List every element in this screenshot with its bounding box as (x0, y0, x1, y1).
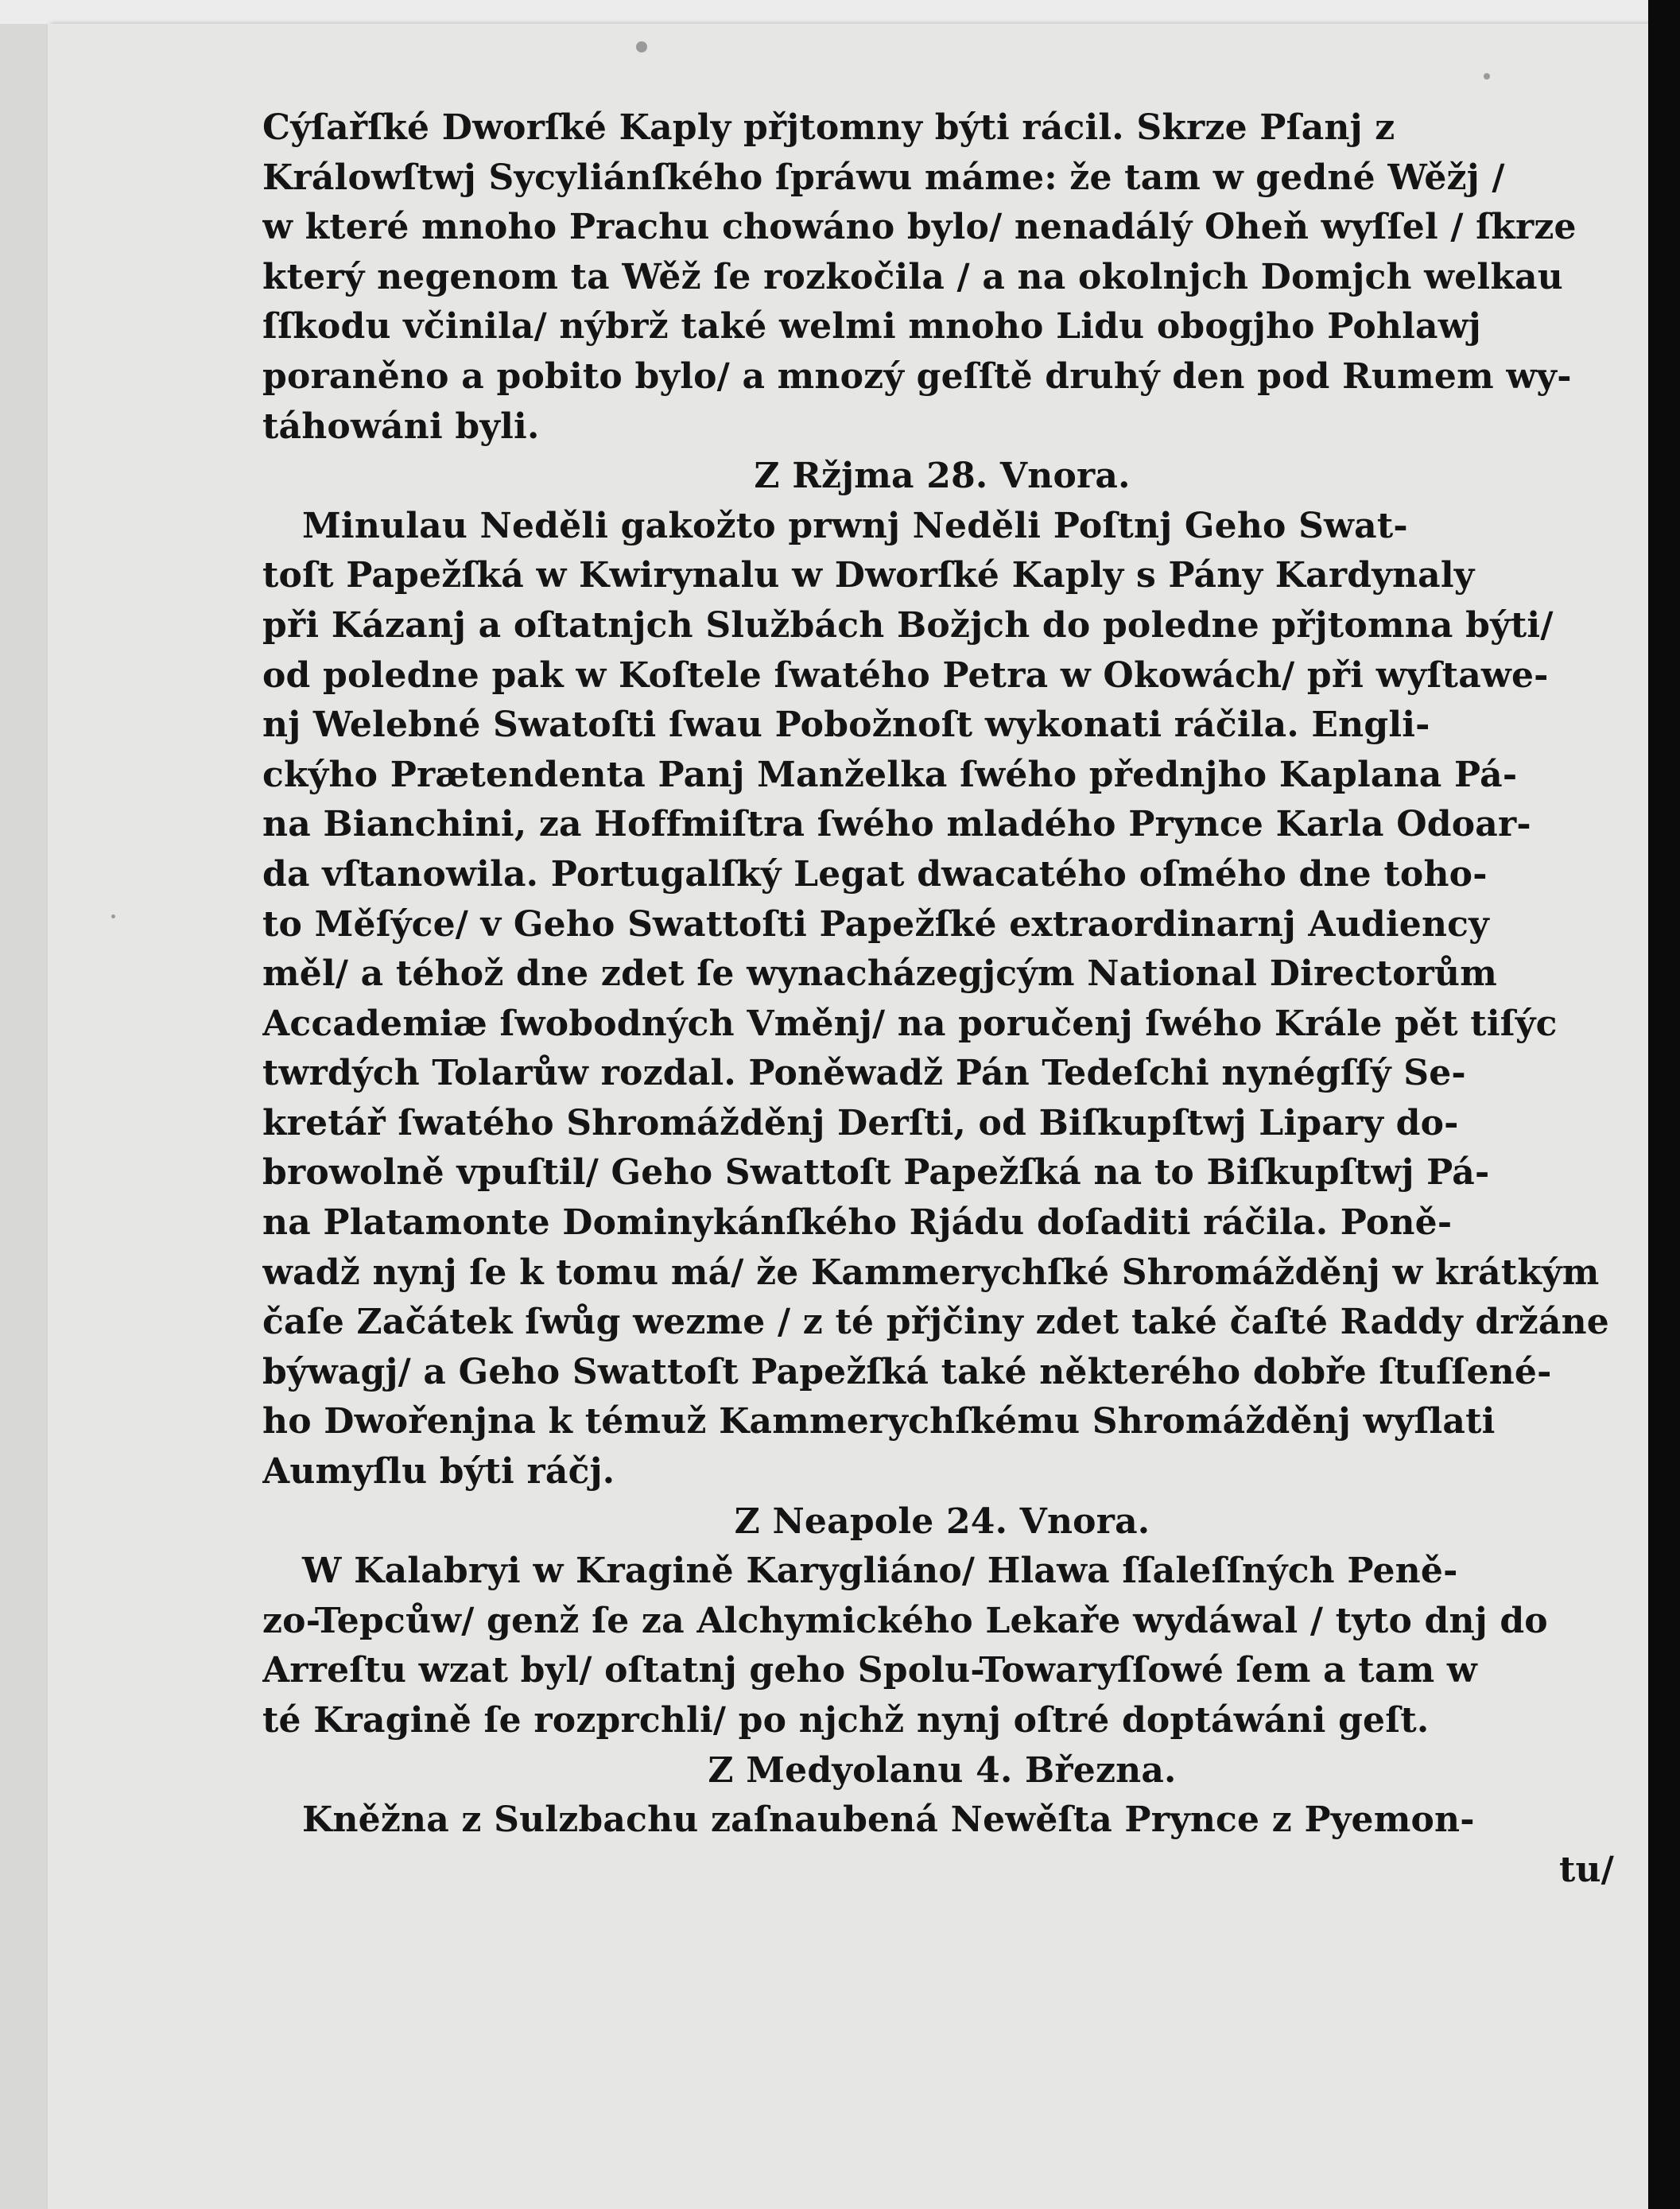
text-line: Aumyſlu býti ráčj. (262, 1451, 615, 1493)
text-line: měl/ a téhož dne zdet ſe wynacházegjcým National Directorům (262, 953, 1497, 995)
text-line: čaſe Začátek ſwůg wezme / z té přjčiny zdet také čaſté Raddy držáne (262, 1302, 1609, 1343)
text-line: na Bianchini, za Hoffmiſtra ſwého mladého Prynce Karla Odoar- (262, 804, 1531, 845)
text-line: poraněno a pobito bylo/ a mnozý geſſtě druhý den pod Rumem wy- (262, 355, 1572, 397)
text-line: býwagj/ a Geho Swattoſt Papežſká také některého dobře ſtuſſené- (262, 1351, 1552, 1392)
text-line: ckýho Prætendenta Panj Manželka ſwého přednjho Kaplana Pá- (262, 754, 1518, 795)
text-line: který negenom ta Wěž ſe rozkočila / a na okolnjch Domjch welkau (262, 256, 1563, 297)
text-line: Králowſtwj Sycyliánſkého ſpráwu máme: že tam w gedné Wěžj / (262, 157, 1505, 198)
text-line: nj Welebné Swatoſti ſwau Pobožnoſt wykonati ráčila. Engli- (262, 705, 1430, 746)
text-line: na Platamonte Dominykánſkého Rjádu doſaditi ráčila. Poně- (262, 1202, 1453, 1244)
text-line: od poledne pak w Koſtele ſwatého Petra w Okowách/ při wyſtawe- (262, 654, 1549, 696)
text-line: kretář ſwatého Shromážděnj Derſti, od Biſkupſtwj Lipary do- (262, 1102, 1459, 1143)
text-line: Cýſařſké Dworſké Kaply přjtomny býti rácil. Skrze Pſanj z (262, 107, 1395, 148)
text-line: při Kázanj a oſtatnjch Službách Božjch do poledne přjtomna býti/ (262, 604, 1554, 646)
text-line: tu/ (1559, 1849, 1614, 1890)
text-line: browolně vpuſtil/ Geho Swattoſt Papežſká na to Biſkupſtwj Pá- (262, 1152, 1490, 1194)
text-line: Minulau Neděli gakožto prwnj Neděli Poſtnj Geho Swat- (302, 505, 1408, 546)
text-line: twrdých Tolarůw rozdal. Poněwadž Pán Tedeſchi nynégſſý Se- (262, 1053, 1466, 1094)
text-line: ho Dwořenjna k témuž Kammerychſkému Shromážděnj wyſlati (262, 1401, 1496, 1442)
text-line: toſt Papežſká w Kwirynalu w Dworſké Kaply s Pány Kardynaly (262, 555, 1475, 596)
paper-speck (636, 41, 647, 52)
section-heading: Z Medyolanu 4. Března. (708, 1749, 1177, 1791)
text-line: zo-Tepcůw/ genž ſe za Alchymického Lekaře wydáwal / tyto dnj do (262, 1600, 1548, 1641)
text-line: wadž nynj ſe k tomu má/ že Kammerychſké Shromážděnj w krátkým (262, 1252, 1600, 1293)
body-text (262, 103, 1622, 1895)
top-margin-strip (0, 0, 1680, 24)
page-gutter-edge (1648, 0, 1680, 2209)
text-line: w které mnoho Prachu chowáno bylo/ nenadálý Oheň wyſſel / ſkrze (262, 207, 1577, 248)
text-line: to Měſýce/ v Geho Swattoſti Papežſké extraordinarnj Audiency (262, 903, 1489, 945)
text-line: té Kragině ſe rozprchli/ po njchž nynj oſtré doptáwáni geſt. (262, 1700, 1430, 1741)
paper-speck (111, 914, 115, 918)
text-line: Kněžna z Sulzbachu zaſnaubená Newěſta Prynce z Pyemon- (302, 1799, 1475, 1841)
text-line: ſſkodu včinila/ nýbrž také welmi mnoho Lidu obogjho Pohlawj (262, 306, 1481, 347)
text-line: da vſtanowila. Portugalſký Legat dwacatého oſmého dne toho- (262, 853, 1488, 895)
paper-speck (1484, 73, 1490, 80)
section-heading: Z Neapole 24. Vnora. (734, 1500, 1150, 1542)
text-line: táhowáni byli. (262, 406, 540, 447)
text-line: Arreſtu wzat byl/ oſtatnj geho Spolu-Towaryſſowé ſem a tam w (262, 1650, 1477, 1691)
text-line: W Kalabryi w Kragině Karygliáno/ Hlawa ſſaleſſných Peně- (302, 1551, 1458, 1592)
section-heading: Z Ržjma 28. Vnora. (754, 456, 1131, 497)
text-line: Accademiæ ſwobodných Vměnj/ na poručenj ſwého Krále pět tiſýc (262, 1003, 1558, 1044)
